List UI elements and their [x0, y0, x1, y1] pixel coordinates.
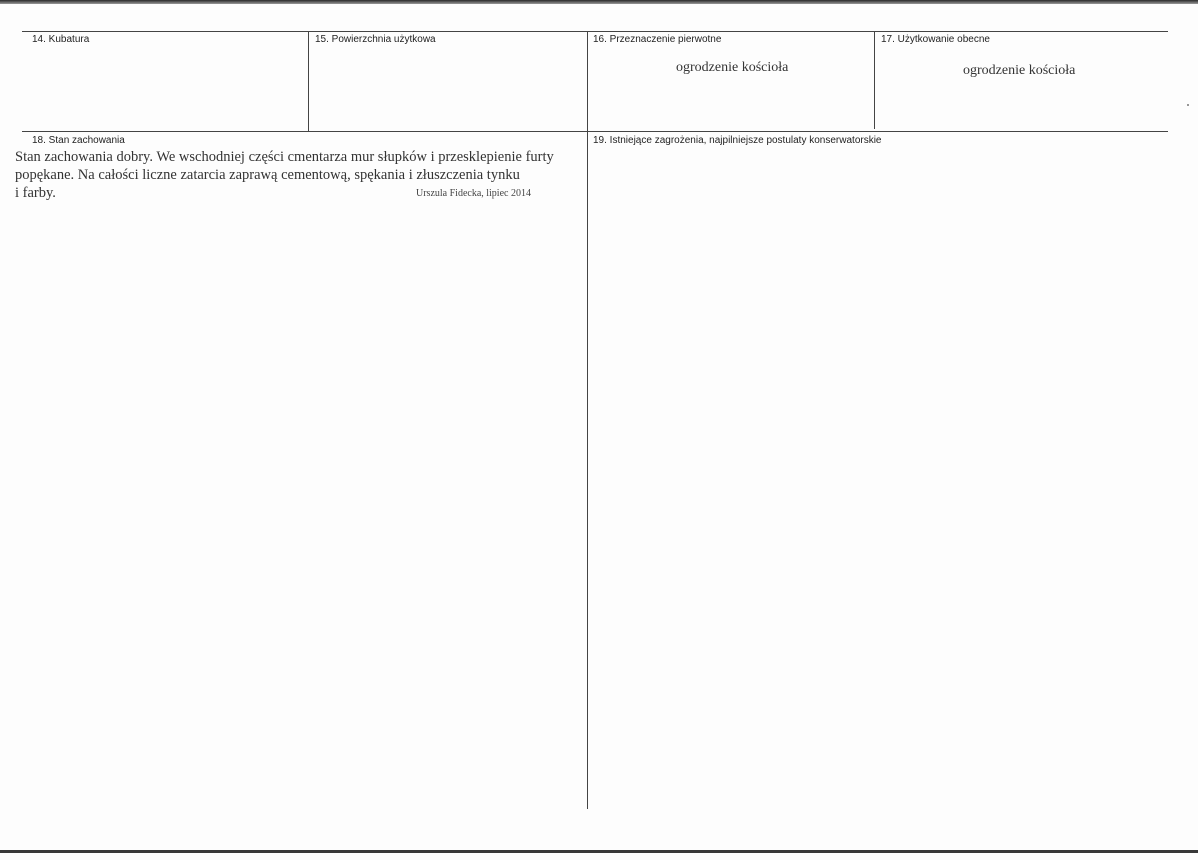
field-19-label: 19. Istniejące zagrożenia, najpilniejsze postulaty konserwatorskie — [593, 135, 882, 146]
field-18-signature: Urszula Fidecka, lipiec 2014 — [416, 188, 531, 199]
field-18-line-2: popękane. Na całości liczne zatarcia zaprawą cementową, spękania i złuszczenia tynku — [15, 167, 520, 183]
field-18-label: 18. Stan zachowania — [32, 135, 125, 146]
field-16-value: ogrodzenie kościoła — [676, 60, 789, 75]
scan-speck — [1187, 104, 1189, 106]
field-15-label: 15. Powierzchnia użytkowa — [315, 34, 436, 45]
field-17-label: 17. Użytkowanie obecne — [881, 34, 990, 45]
divider-14-15 — [308, 31, 309, 131]
divider-15-16 — [587, 31, 588, 809]
top-row-border — [22, 31, 1168, 32]
field-16-label: 16. Przeznaczenie pierwotne — [593, 34, 722, 45]
middle-row-border — [22, 131, 1168, 132]
divider-16-17 — [874, 31, 875, 129]
scan-top-edge — [0, 0, 1198, 4]
field-18-line-1: Stan zachowania dobry. We wschodniej części cmentarza mur słupków i przesklepienie furty — [15, 149, 554, 165]
field-18-line-3: i farby. — [15, 185, 56, 201]
field-14-label: 14. Kubatura — [32, 34, 90, 45]
field-17-value: ogrodzenie kościoła — [963, 63, 1076, 78]
